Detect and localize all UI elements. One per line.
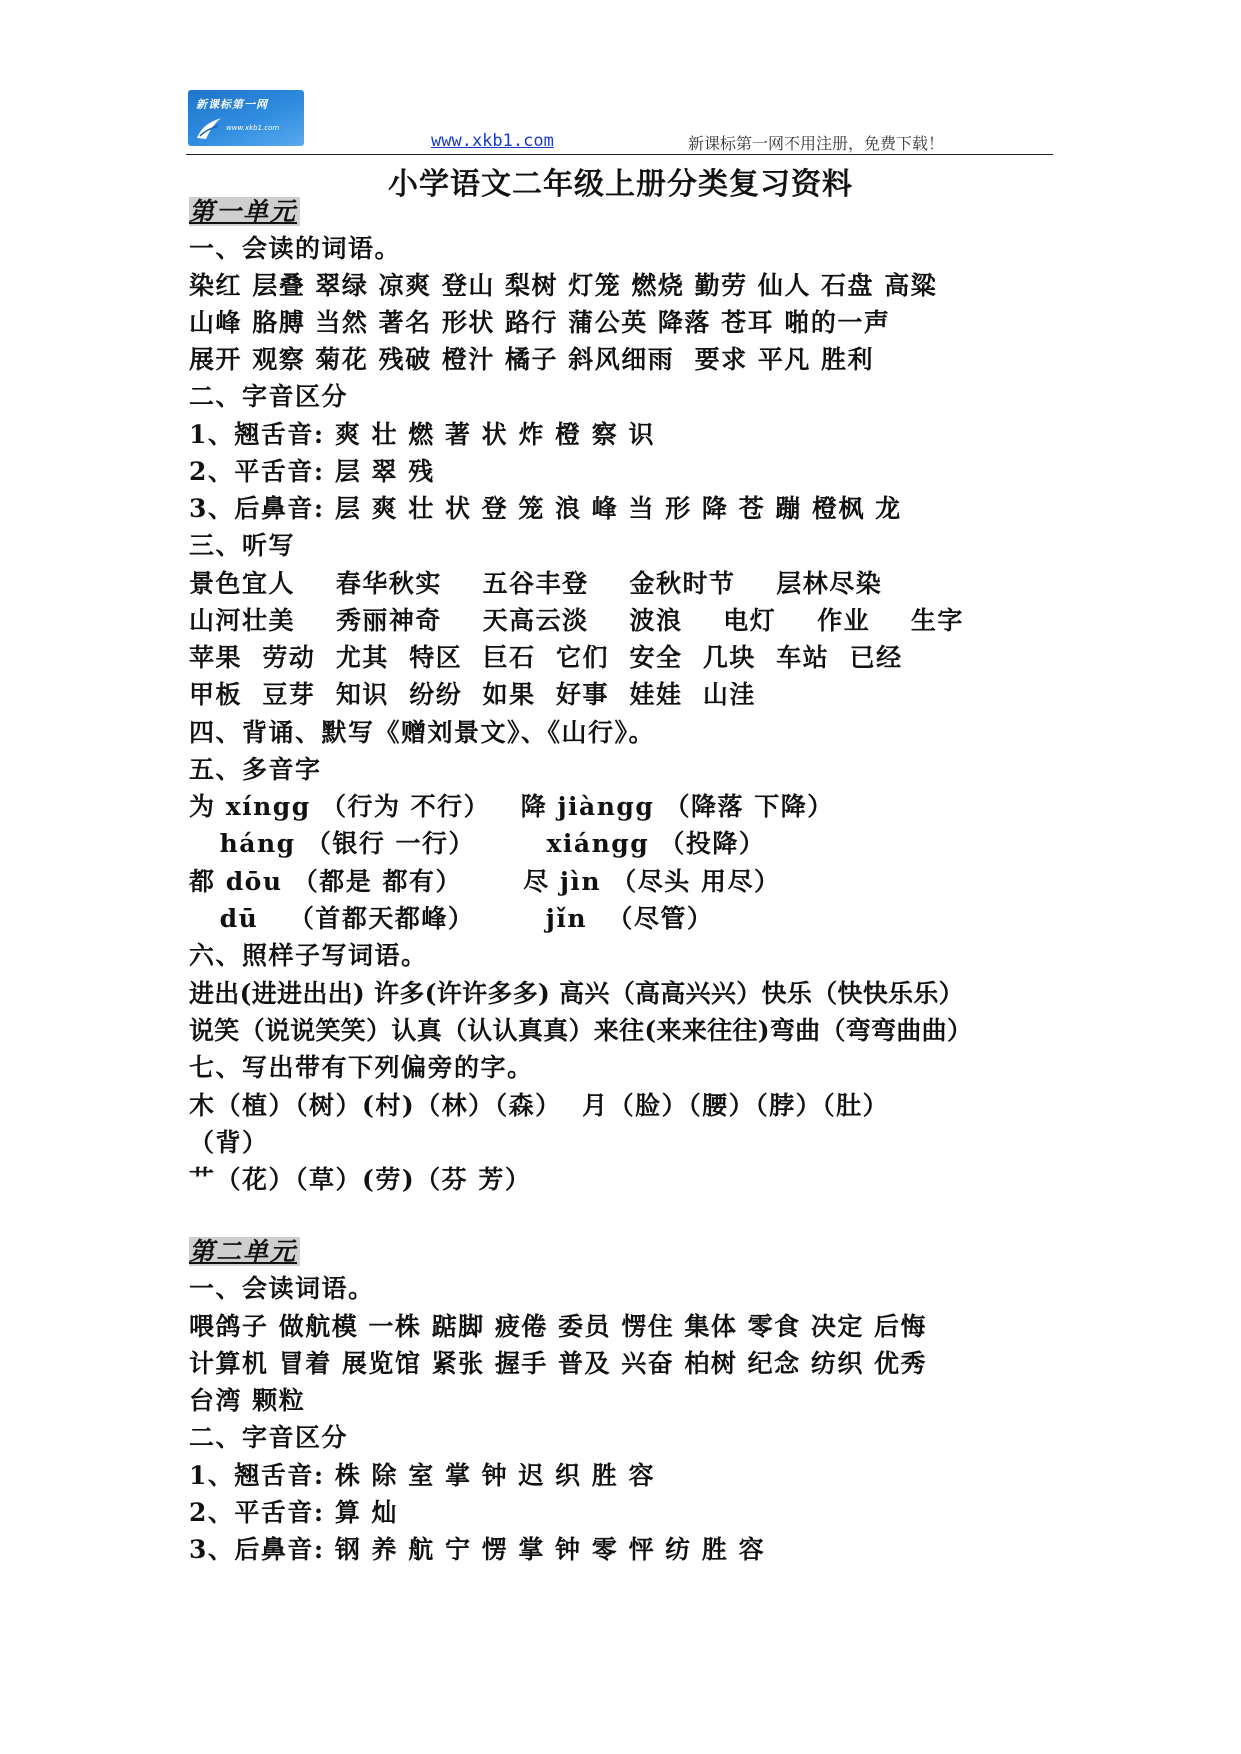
unit1-s2-title: 二、字音区分 bbox=[189, 382, 349, 411]
unit1-heading: 第一单元 bbox=[189, 197, 300, 226]
unit1-s2-line3: 3、后鼻音: 层 爽 壮 状 登 笼 浪 峰 当 形 降 苍 蹦 橙枫 龙 bbox=[189, 494, 902, 523]
unit1-s6-title: 六、照样子写词语。 bbox=[189, 941, 428, 970]
bird-icon bbox=[194, 112, 224, 142]
header-note: 新课标第一网不用注册，免费下载！ bbox=[688, 134, 945, 153]
unit1-s5-line3: 都 dōu （都是 都有） 尽 jìn （尽头 用尽） bbox=[189, 867, 781, 896]
unit2-s2-line3: 3、后鼻音: 钢 养 航 宁 愣 掌 钟 零 怦 纺 胜 容 bbox=[189, 1535, 766, 1564]
unit2-heading-line bbox=[189, 1236, 300, 1268]
unit1-s4-title: 四、背诵、默写《赠刘景文》、《山行》。 bbox=[189, 718, 656, 747]
unit1-s3-line2: 山河壮美 秀丽神奇 天高云淡 波浪 电灯 作业 生字 bbox=[189, 606, 964, 635]
unit2-heading: 第二单元 bbox=[189, 1237, 300, 1266]
unit1-s7-line1: 木（植）（树）(村)（林）（森） 月（脸）（腰）（脖）（肚） bbox=[189, 1091, 890, 1120]
logo-url: www.xkb1.com bbox=[226, 124, 280, 132]
unit1-s2-line2: 2、平舌音: 层 翠 残 bbox=[189, 457, 435, 486]
unit1-s6-line2: 说笑（说说笑笑）认真（认认真真）来往(来来往往)弯曲（弯弯曲曲） bbox=[189, 1016, 973, 1045]
unit1-s3-line3: 苹果 劳动 尤其 特区 巨石 它们 安全 几块 车站 已经 bbox=[189, 643, 903, 672]
unit1-s7-line2: （背） bbox=[189, 1128, 269, 1157]
unit1-s2-line1: 1、翘舌音: 爽 壮 燃 著 状 炸 橙 察 识 bbox=[189, 420, 655, 449]
unit1-s3-title: 三、听写 bbox=[189, 531, 296, 560]
unit2-s2-line1: 1、翘舌音: 株 除 室 掌 钟 迟 织 胜 容 bbox=[189, 1461, 655, 1490]
logo-text: 新课标第一网 bbox=[196, 98, 268, 111]
unit1-heading-line bbox=[189, 196, 300, 228]
header-divider bbox=[186, 154, 1053, 155]
unit2-s2-title: 二、字音区分 bbox=[189, 1423, 349, 1452]
unit2-s1-line1: 喂鸽子 做航模 一株 踮脚 疲倦 委员 愣住 集体 零食 决定 后悔 bbox=[189, 1312, 928, 1341]
site-logo[interactable] bbox=[188, 90, 304, 146]
unit1-s1-line2: 山峰 胳膊 当然 著名 形状 路行 蒲公英 降落 苍耳 啪的一声 bbox=[189, 308, 891, 337]
unit1-s5-line2: háng （银行 一行） xiángg （投降） bbox=[189, 829, 766, 858]
unit2-s2-line2: 2、平舌音: 算 灿 bbox=[189, 1498, 399, 1527]
unit1-s5-line4: dū （首都天都峰） jǐn （尽管） bbox=[189, 904, 714, 933]
unit1-s3-line4: 甲板 豆芽 知识 纷纷 如果 好事 娃娃 山洼 bbox=[189, 680, 756, 709]
unit1-s1-line1: 染红 层叠 翠绿 凉爽 登山 梨树 灯笼 燃烧 勤劳 仙人 石盘 高粱 bbox=[189, 271, 938, 300]
unit2-s1-line2: 计算机 冒着 展览馆 紧张 握手 普及 兴奋 柏树 纪念 纺织 优秀 bbox=[189, 1349, 928, 1378]
unit2-s1-title: 一、会读词语。 bbox=[189, 1274, 375, 1303]
document-title: 小学语文二年级上册分类复习资料 bbox=[388, 167, 853, 202]
unit1-s1-title: 一、会读的词语。 bbox=[189, 234, 402, 263]
unit1-s7-line3: 艹（花）（草）(劳)（芬 芳） bbox=[189, 1165, 532, 1194]
unit1-s1-line3: 展开 观察 菊花 残破 橙汁 橘子 斜风细雨 要求 平凡 胜利 bbox=[189, 345, 875, 374]
unit1-s6-line1: 进出(进进出出) 许多(许许多多) 高兴（高高兴兴）快乐（快快乐乐） bbox=[189, 979, 964, 1008]
site-link[interactable]: www.xkb1.com bbox=[431, 131, 554, 151]
unit1-s5-title: 五、多音字 bbox=[189, 755, 322, 784]
unit2-s1-line3: 台湾 颗粒 bbox=[189, 1386, 306, 1415]
unit1-s3-line1: 景色宜人 春华秋实 五谷丰登 金秋时节 层林尽染 bbox=[189, 569, 883, 598]
unit1-s7-title: 七、写出带有下列偏旁的字。 bbox=[189, 1053, 534, 1082]
unit1-s5-line1: 为 xíngg （行为 不行） 降 jiàngg （降落 下降） bbox=[189, 792, 834, 821]
